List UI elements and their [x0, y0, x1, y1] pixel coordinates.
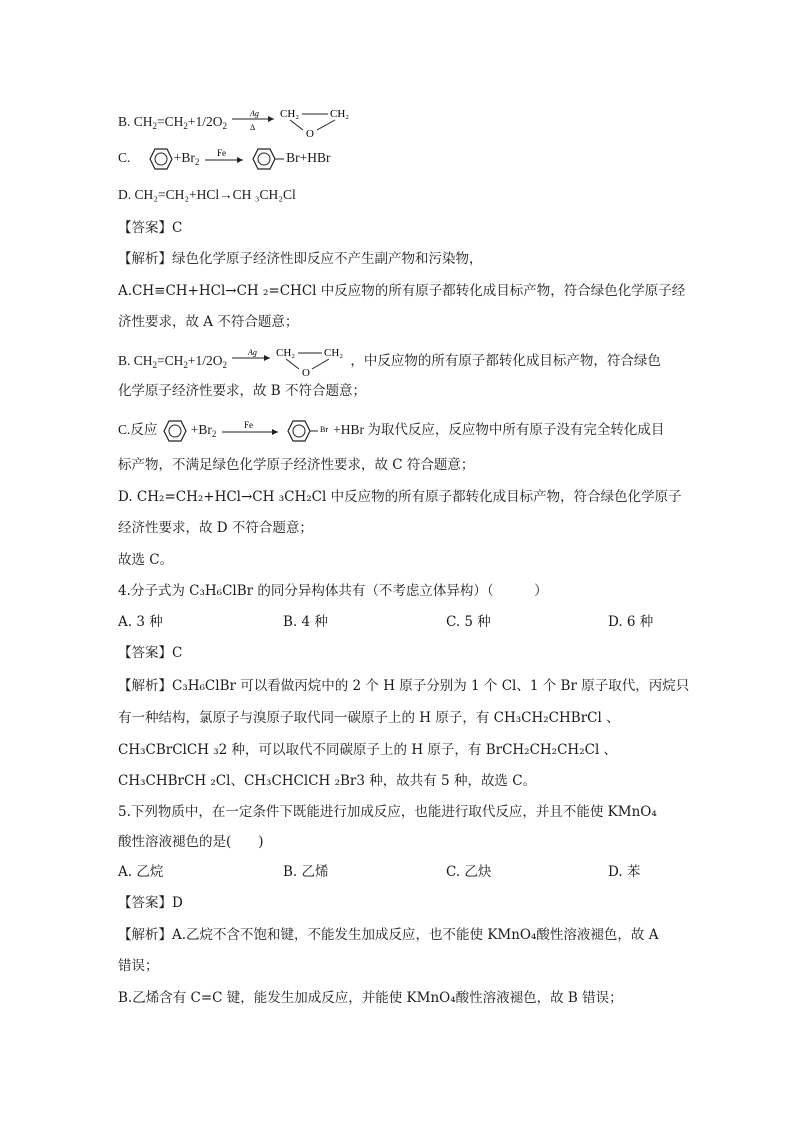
analysis-1-line-a1: A.CH≡CH+HCl→CH ₂=CHCl 中反应物的所有原子都转化成目标产物，符合绿色化学原子经	[118, 283, 686, 299]
fe-reaction-arrow-2	[220, 420, 282, 442]
heat-symbol: Δ	[250, 123, 256, 132]
analysis-2-line-2: 有一种结构，氯原子与溴原子取代同一碳原子上的 H 原子，有 CH₃CH₂CHBrCl 、	[118, 710, 620, 726]
option-b-line: B. $CH_2=CH_2+1/2O_2$ Ag Δ CH₂ CH₂ O	[118, 106, 380, 140]
option-b-text-1: B. CH	[118, 114, 153, 130]
fe-catalyst-label-2: Fe	[243, 420, 253, 430]
fe-reaction-arrow	[203, 148, 247, 170]
epoxide-ch2-left-2: CH₂	[276, 347, 296, 359]
q4-option-a: A. 3 种	[118, 614, 163, 630]
benzene-icon-2	[161, 418, 191, 444]
analysis-b-text-2: =CH	[157, 353, 184, 369]
epoxide-oxygen: O	[306, 128, 315, 140]
analysis-1-line-d2: 经济性要求，故 D 不符合题意；	[118, 520, 313, 536]
q4-option-d: D. 6 种	[608, 614, 654, 630]
ag-catalyst-label: Ag	[250, 109, 260, 118]
analysis-1-line-c1: C.反应 $+Br_2$ Fe Br +HBr 为取代反应，反应物中所有原子没有完全转化成目	[118, 418, 664, 444]
epoxide-reaction-svg-2	[230, 345, 350, 379]
ag-catalyst-label-2: Ag	[248, 348, 258, 357]
epoxide-bond-left	[290, 120, 303, 130]
analysis-1-conclusion: 故选 C。	[118, 552, 174, 568]
analysis-2-line-3: CH₃CBrClCH ₃2 种，可以取代不同碳原子上的 H 原子，有 BrCH₂CH₂CH₂Cl 、	[118, 742, 618, 758]
epoxide-bond-right	[317, 120, 335, 130]
option-c-plus-br: +Br	[173, 150, 195, 166]
analysis-c-plus-br: +Br	[190, 422, 212, 438]
q5-option-b: B. 乙烯	[283, 864, 329, 880]
bromobenzene-ring-icon-2	[285, 418, 333, 444]
analysis-1-line-b2: 化学原子经济性要求，故 B 不符合题意；	[118, 383, 367, 399]
answer-label-3: 【答案】D	[118, 895, 183, 911]
analysis-2-line-4: CH₃CHBrCH ₂Cl、CH₃CHClCH ₂Br3 种，故共有 5 种，故选 C。	[118, 773, 537, 789]
epoxide-reaction-svg	[230, 106, 380, 140]
q5-option-a: A. 乙烷	[118, 864, 164, 880]
epoxide-ch2-left: CH₂	[280, 108, 300, 120]
analysis-b-tail: ，中反应物的所有原子都转化成目标产物，符合绿色	[350, 353, 661, 369]
answer-label-1: 【答案】C	[118, 220, 183, 236]
arrow-head	[268, 116, 274, 122]
option-b-text-3: +1/2O	[187, 114, 223, 130]
epoxide-oxygen-2: O	[302, 367, 311, 379]
analysis-b-text-3: +1/2O	[187, 353, 223, 369]
q5-option-c: C. 乙炔	[446, 864, 492, 880]
q4-option-b: B. 4 种	[283, 614, 328, 630]
analysis-b-text-1: B. CH	[118, 353, 153, 369]
option-b-text-2: =CH	[157, 114, 184, 130]
question-5-line-1: 5.下列物质中，在一定条件下既能进行加成反应，也能进行取代反应，并且不能使 KMnO₄	[118, 804, 657, 820]
analysis-c-tail: 为取代反应，反应物中所有原子没有完全转化成目	[367, 422, 665, 438]
q5-option-d: D. 苯	[608, 864, 641, 880]
bromobenzene-ring-icon	[250, 146, 286, 172]
epoxide-ch2-right: CH₂	[330, 108, 350, 120]
q4-option-c: C. 5 种	[446, 614, 491, 630]
analysis-3-line-3: B.乙烯含有 C=C 键，能发生加成反应，并能使 KMnO₄酸性溶液褪色，故 B 错误；	[118, 990, 623, 1006]
question-4: 4.分子式为 C₃H₆ClBr 的同分异构体共有（不考虑立体异构）（ ）	[118, 583, 548, 599]
option-d-line: D. CH₂=CH₂+HCl→CH ₃CH₂Cl	[118, 187, 296, 202]
analysis-1-line-c2: 标产物，不满足绿色化学原子经济性要求，故 C 符合题意；	[118, 457, 475, 473]
option-c-label: C.	[118, 150, 131, 166]
analysis-3-line-2: 错误；	[118, 958, 159, 974]
fe-catalyst-label: Fe	[216, 148, 226, 158]
option-c-product: Br+HBr	[286, 150, 331, 166]
epoxide-ch2-right-2: CH₂	[324, 347, 344, 359]
benzene-icon	[144, 146, 174, 172]
analysis-1-line-b1: B. $CH_2=CH_2+1/2O_2$ Ag CH₂ CH₂ O ，中反应物的所有原子都转化成目标产物，符合绿色	[118, 347, 661, 379]
answer-label-2: 【答案】C	[118, 645, 183, 661]
question-5-line-2: 酸性溶液褪色的是( )	[118, 834, 264, 850]
bromine-small-label: Br	[320, 425, 329, 434]
option-c-line: C. $+Br_2$ Fe Br+HBr	[118, 146, 331, 172]
analysis-2-line-1: 【解析】C₃H₆ClBr 可以看做丙烷中的 2 个 H 原子分别为 1 个 Cl、1 个 Br 原子取代，丙烷只	[118, 678, 690, 694]
analysis-c-prefix: C.反应	[118, 422, 158, 438]
analysis-1-heading: 【解析】绿色化学原子经济性即反应不产生副产物和污染物，	[118, 251, 483, 267]
analysis-1-line-d1: D. CH₂=CH₂+HCl→CH ₃CH₂Cl 中反应物的所有原子都转化成目标产物，符合绿色化学原子	[118, 489, 682, 505]
analysis-1-line-a2: 济性要求，故 A 不符合题意；	[118, 314, 299, 330]
analysis-3-line-1: 【解析】A.乙烷不含不饱和键，不能发生加成反应，也不能使 KMnO₄酸性溶液褪色，故 A	[118, 927, 659, 943]
